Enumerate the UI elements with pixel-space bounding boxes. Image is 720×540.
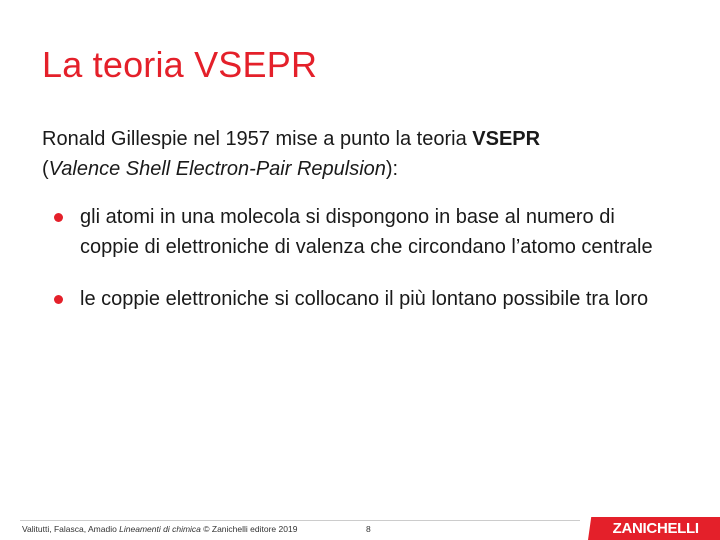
bullet-item [52, 202, 672, 262]
slide-title: La teoria VSEPR [42, 44, 318, 85]
intro-expansion: Valence Shell Electron-Pair Repulsion [48, 158, 386, 180]
intro-text: Ronald Gillespie nel 1957 mise a punto la teoria [42, 128, 473, 150]
logo-text: ZANICHELLI [612, 520, 699, 537]
footer-citation [22, 524, 297, 534]
intro-paren-open: ( [42, 158, 49, 180]
intro-acronym: VSEPR [472, 128, 541, 150]
intro-paren-close: ): [385, 158, 399, 180]
slide-footer [0, 517, 720, 540]
citation-book-title: Lineamenti di chimica [119, 524, 201, 534]
bullet-text: gli atomi in una molecola si dispongono in base al numero di coppie di elettroniche di valenza che circondano l’atomo centrale [80, 206, 653, 258]
citation-authors: Valitutti, Falasca, Amadio [22, 524, 120, 534]
bullet-text: le coppie elettroniche si collocano il più lontano possibile tra loro [80, 288, 649, 310]
bullet-dot-icon [54, 213, 63, 222]
citation-publisher: © Zanichelli editore 2019 [200, 524, 298, 534]
footer-divider [20, 520, 580, 521]
bullet-dot-icon [54, 295, 63, 304]
bullet-list [52, 202, 672, 314]
page-number: 8 [366, 524, 371, 534]
bullet-item [52, 284, 672, 314]
intro-paragraph [42, 124, 702, 184]
zanichelli-logo [588, 517, 720, 540]
